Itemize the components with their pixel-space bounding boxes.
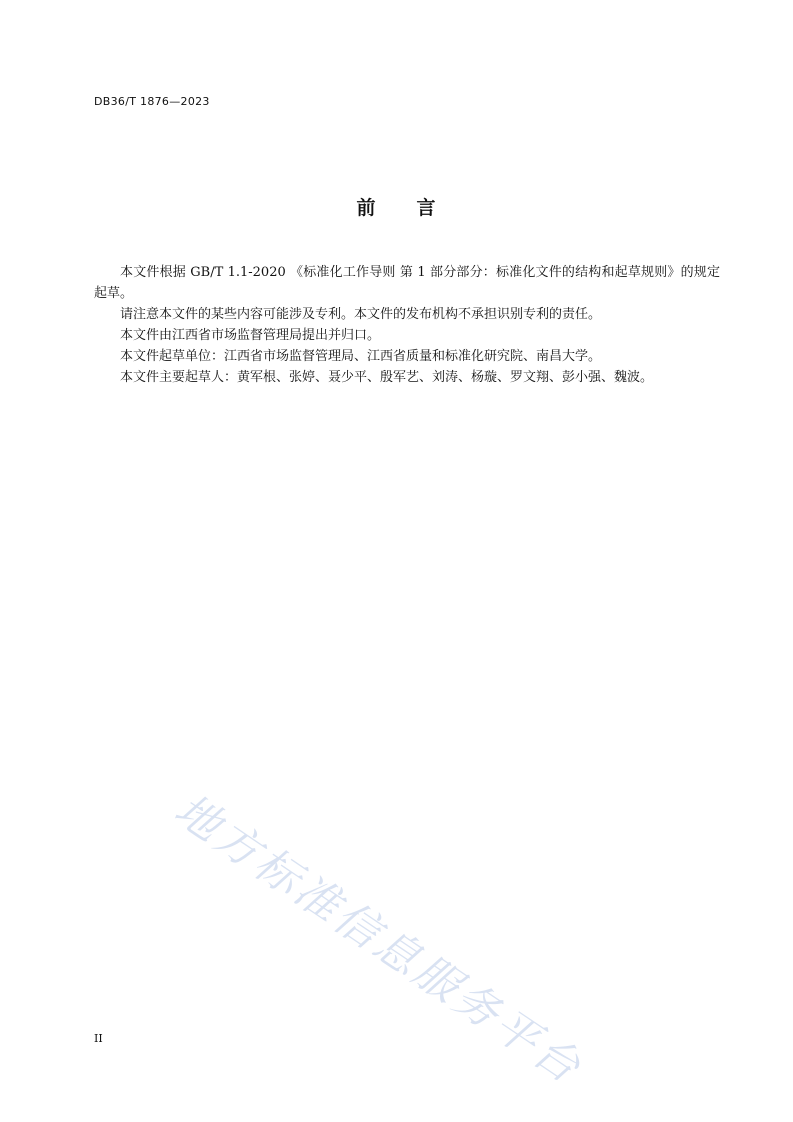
- document-code: DB36/T 1876—2023: [94, 95, 210, 108]
- page-number: II: [94, 1032, 103, 1045]
- page-title: 前 言: [356, 197, 437, 219]
- paragraph-drafting-basis: 本文件根据 GB/T 1.1-2020 《标准化工作导则 第 1 部分部分：标准化文件的结构和起草规则》的规定起草。: [94, 265, 720, 301]
- paragraph-patent-notice: 请注意本文件的某些内容可能涉及专利。本文件的发布机构不承担识别专利的责任。: [120, 307, 602, 322]
- paragraph-proposer: 本文件由江西省市场监督管理局提出并归口。: [120, 328, 381, 343]
- watermark: 地方标准信息服务平台: [165, 784, 592, 1095]
- paragraph-drafters: 本文件主要起草人：黄军根、张婷、聂少平、殷军艺、刘涛、杨璇、罗文翔、彭小强、魏波。: [120, 370, 654, 385]
- foreword-body: [94, 262, 720, 388]
- paragraph-drafting-units: 本文件起草单位：江西省市场监督管理局、江西省质量和标准化研究院、南昌大学。: [120, 349, 602, 364]
